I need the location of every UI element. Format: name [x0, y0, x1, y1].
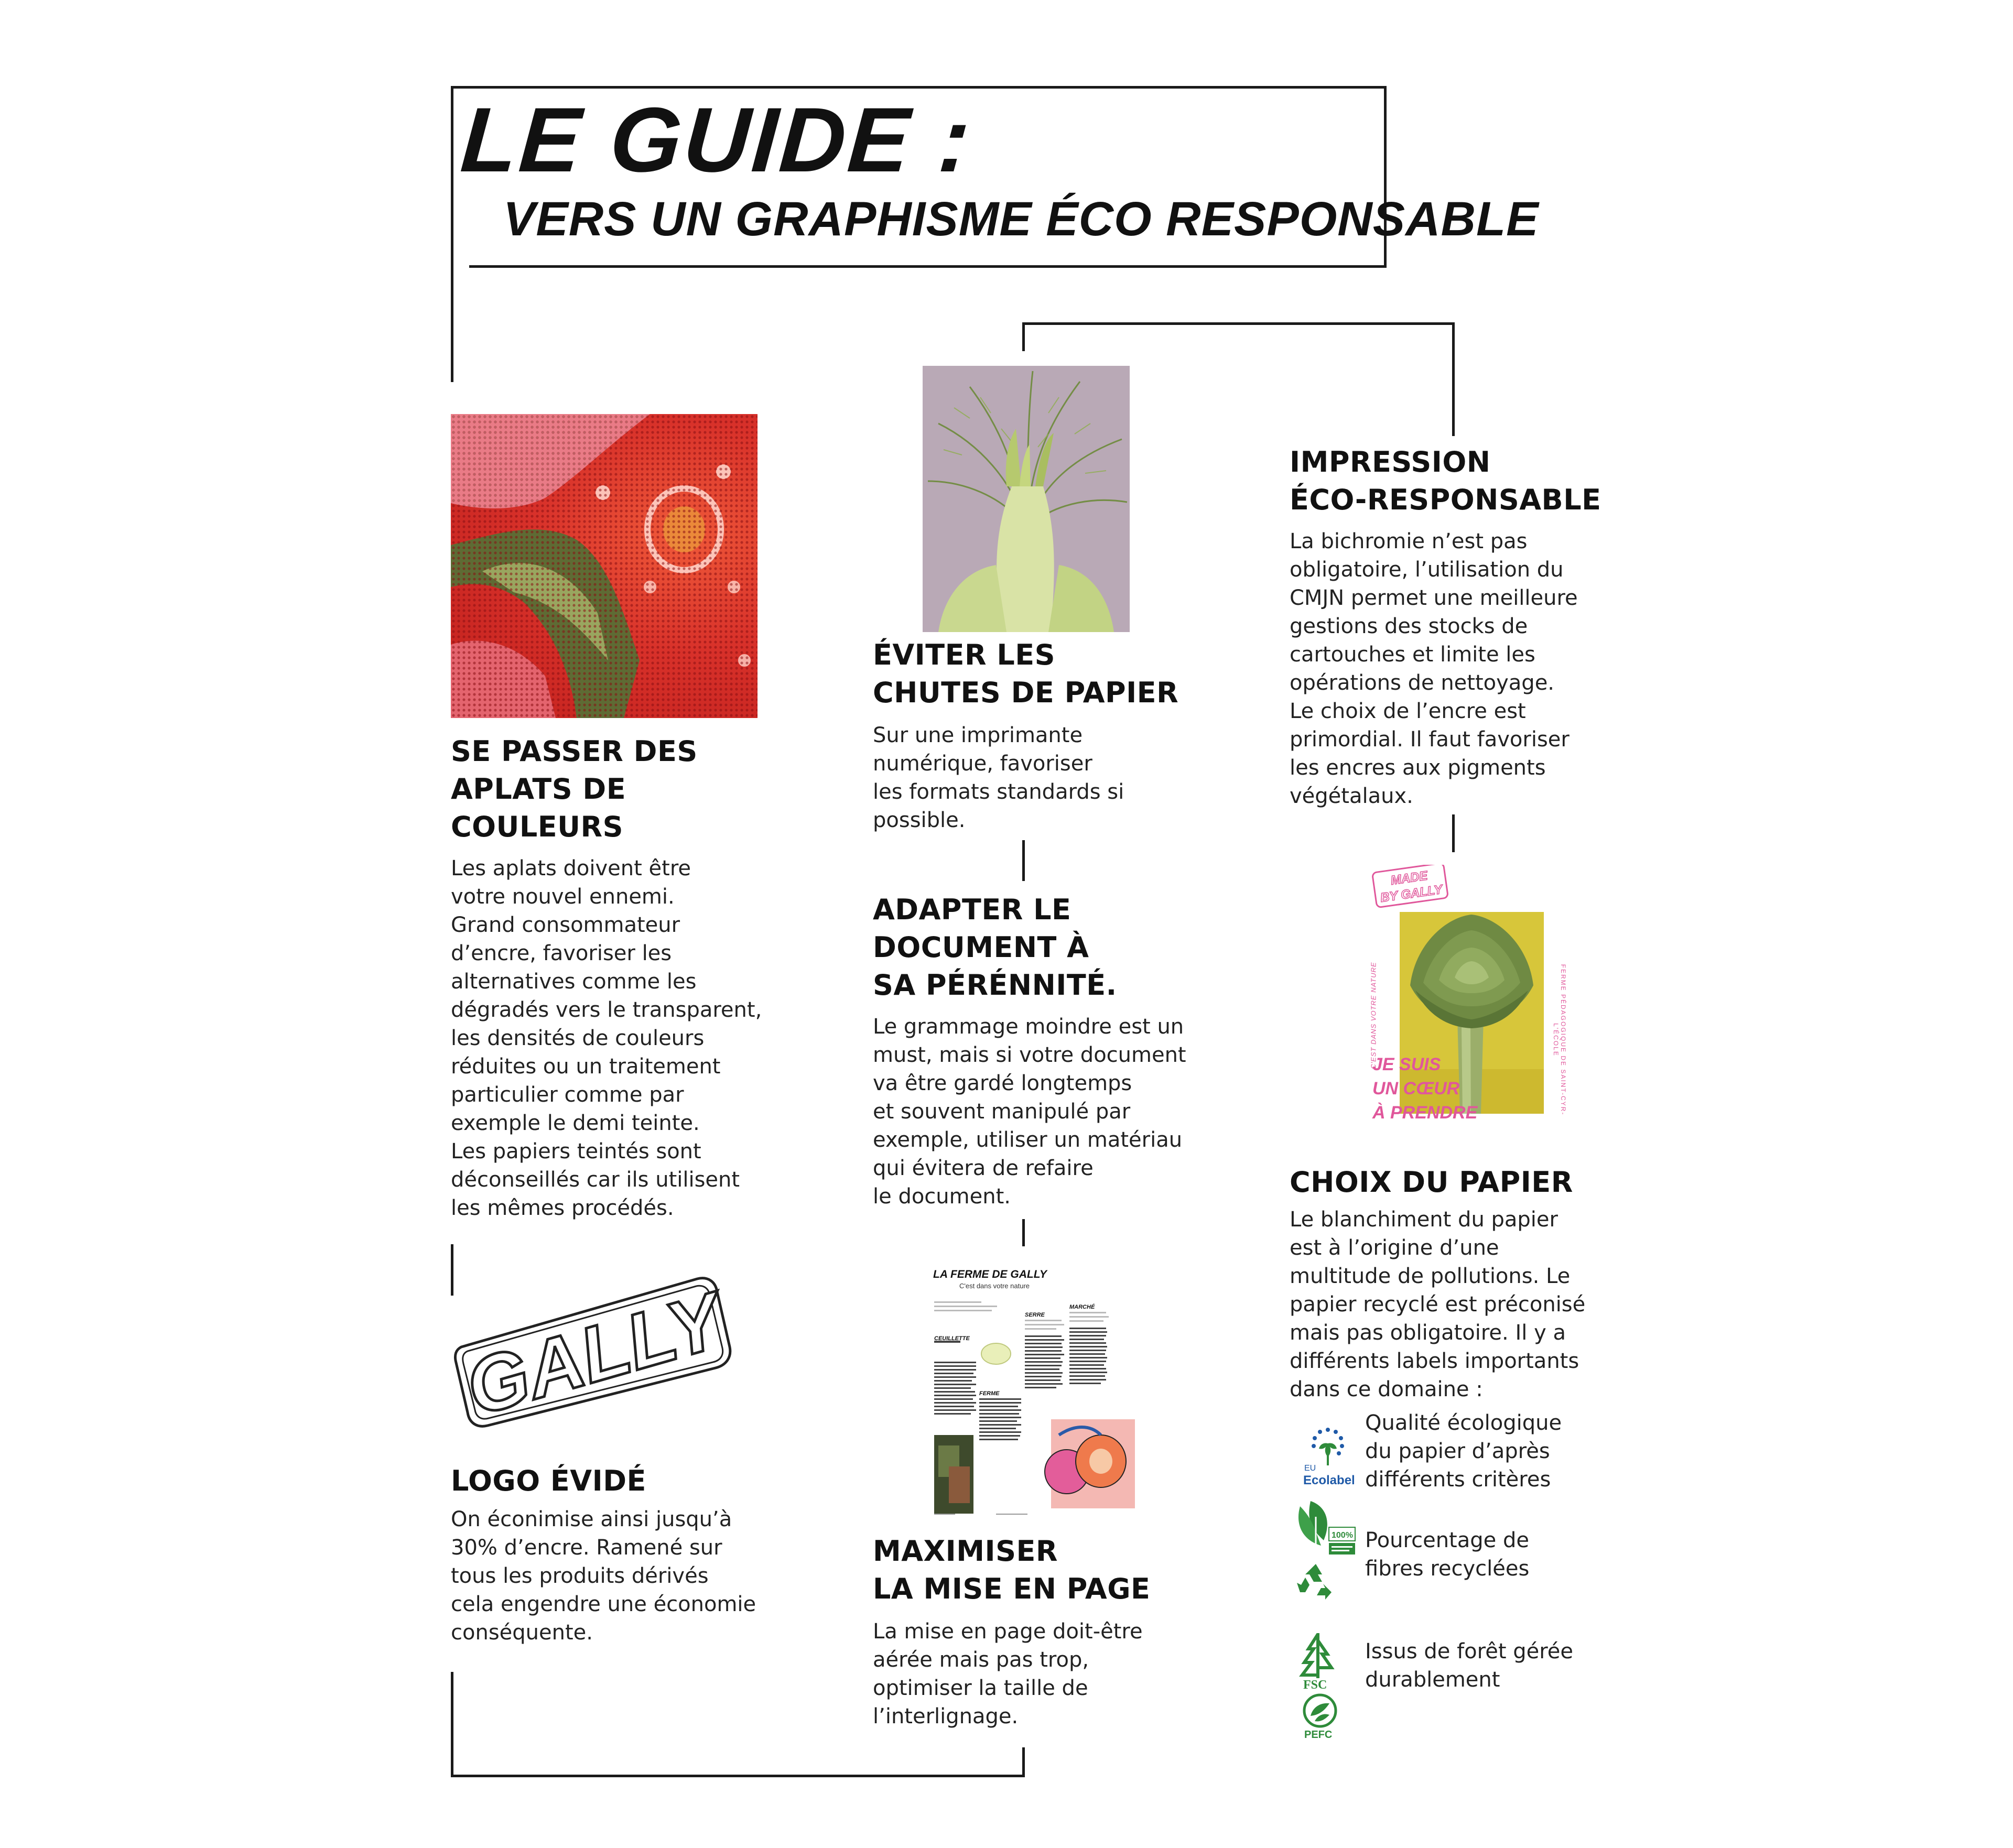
brochure-thumbnail	[933, 1267, 1138, 1519]
section-heading-logo: LOGO ÉVIDÉ	[451, 1464, 646, 1497]
brochure-col-head-4: FERME	[979, 1390, 1000, 1397]
connector-mid-2	[1022, 1219, 1025, 1246]
fsc-text: FSC	[1303, 1678, 1327, 1691]
ecolabel-eu-text: EU	[1304, 1464, 1316, 1473]
pefc-text: PEFC	[1304, 1729, 1333, 1741]
eu-ecolabel-icon	[1299, 1422, 1357, 1496]
recycled-percent-text: 100%	[1332, 1531, 1353, 1540]
gally-outlined-logo	[451, 1268, 739, 1436]
section-heading-aplats: SE PASSER DES APLATS DE COULEURS	[451, 735, 698, 843]
page-title: LE GUIDE :	[458, 89, 976, 191]
section-body-papier: Le blanchiment du papier est à l’origine d’une multitude de pollutions. Le papier recyclé est préconisé mais pas obligatoire. Il y a différents labels importants dans ce domaine :	[1290, 1208, 1586, 1401]
connector-mid-1	[1022, 840, 1025, 881]
artichoke-poster	[1358, 865, 1567, 1137]
section-heading-papier: CHOIX DU PAPIER	[1290, 1166, 1573, 1199]
brochure-col-head-1: CEUILLETTE	[934, 1335, 970, 1342]
section-heading-chutes: ÉVITER LES CHUTES DE PAPIER	[873, 638, 1179, 709]
strawberry-halftone-image	[451, 414, 757, 718]
brochure-title: LA FERME DE GALLY	[933, 1268, 1047, 1280]
label-text-recycled: Pourcentage de fibres recyclées	[1365, 1528, 1530, 1581]
brochure-subtitle: C'est dans votre nature	[959, 1282, 1030, 1290]
poster-vertical-right: FERME PÉDAGOGIQUE DE SAINT-CYR-L'ÉCOLE	[1552, 964, 1567, 1116]
section-body-aplats: Les aplats doivent être votre nouvel ennemi. Grand consommateur d’encre, favoriser les alternatives comme les dégradés vers le transparent, les densités de couleurs réduites ou un traitement particulier comme par exemple le demi teinte. Les papiers teintés sont déconseillés car ils utilisent les mêmes procédés.	[451, 856, 762, 1220]
label-text-forest: Issus de forêt gérée durablement	[1365, 1639, 1574, 1692]
poster-stamp: MADE BY GALLY	[1371, 865, 1449, 908]
recycle-icon	[1295, 1562, 1337, 1601]
poster-tagline: JE SUIS UN CŒUR À PRENDRE	[1372, 1055, 1478, 1123]
section-body-perennite: Le grammage moindre est un must, mais si votre document va être gardé longtemps et souvent manipulé par exemple, utiliser un matériau qui évitera de refaire le document.	[873, 1015, 1186, 1209]
section-body-logo: On éconimise ainsi jusqu’à 30% d’encre. Ramené sur tous les produits dérivés cela engendre une économie conséquente.	[451, 1507, 756, 1645]
logo-text: GALLY	[456, 1276, 732, 1432]
section-body-mise-en-page: La mise en page doit-être aérée mais pas trop, optimiser la taille de l’interlignage.	[873, 1619, 1143, 1729]
page-subtitle: VERS UN GRAPHISME ÉCO RESPONSABLE	[503, 192, 1539, 246]
section-body-chutes: Sur une imprimante numérique, favoriser les formats standards si possible.	[873, 723, 1124, 832]
brochure-col-head-2: SERRE	[1025, 1312, 1045, 1318]
section-heading-perennite: ADAPTER LE DOCUMENT À SA PÉRÉNNITÉ.	[873, 893, 1117, 1002]
fennel-photo	[923, 366, 1130, 632]
recycled-leaf-icon	[1295, 1501, 1358, 1559]
poster-vertical-left: C'EST DANS VOTRE NATURE	[1369, 962, 1378, 1069]
pefc-icon	[1299, 1692, 1346, 1749]
section-body-impression: La bichromie n’est pas obligatoire, l’utilisation du CMJN permet une meilleure gestions des stocks de cartouches et limite les opérations de nettoyage. Le choix de l’encre est primordial. Il faut favoriser les encres aux pigments végétalaux.	[1290, 529, 1578, 808]
connector-right	[1452, 814, 1455, 852]
fsc-icon	[1297, 1633, 1344, 1691]
brochure-col-head-3: MARCHÉ	[1069, 1304, 1095, 1310]
label-text-ecolabel: Qualité écologique du papier d’après différents critères	[1365, 1411, 1562, 1492]
ecolabel-name-text: Ecolabel	[1303, 1473, 1355, 1487]
section-heading-mise-en-page: MAXIMISER LA MISE EN PAGE	[873, 1535, 1151, 1605]
section-heading-impression: IMPRESSION ÉCO-RESPONSABLE	[1290, 445, 1601, 516]
